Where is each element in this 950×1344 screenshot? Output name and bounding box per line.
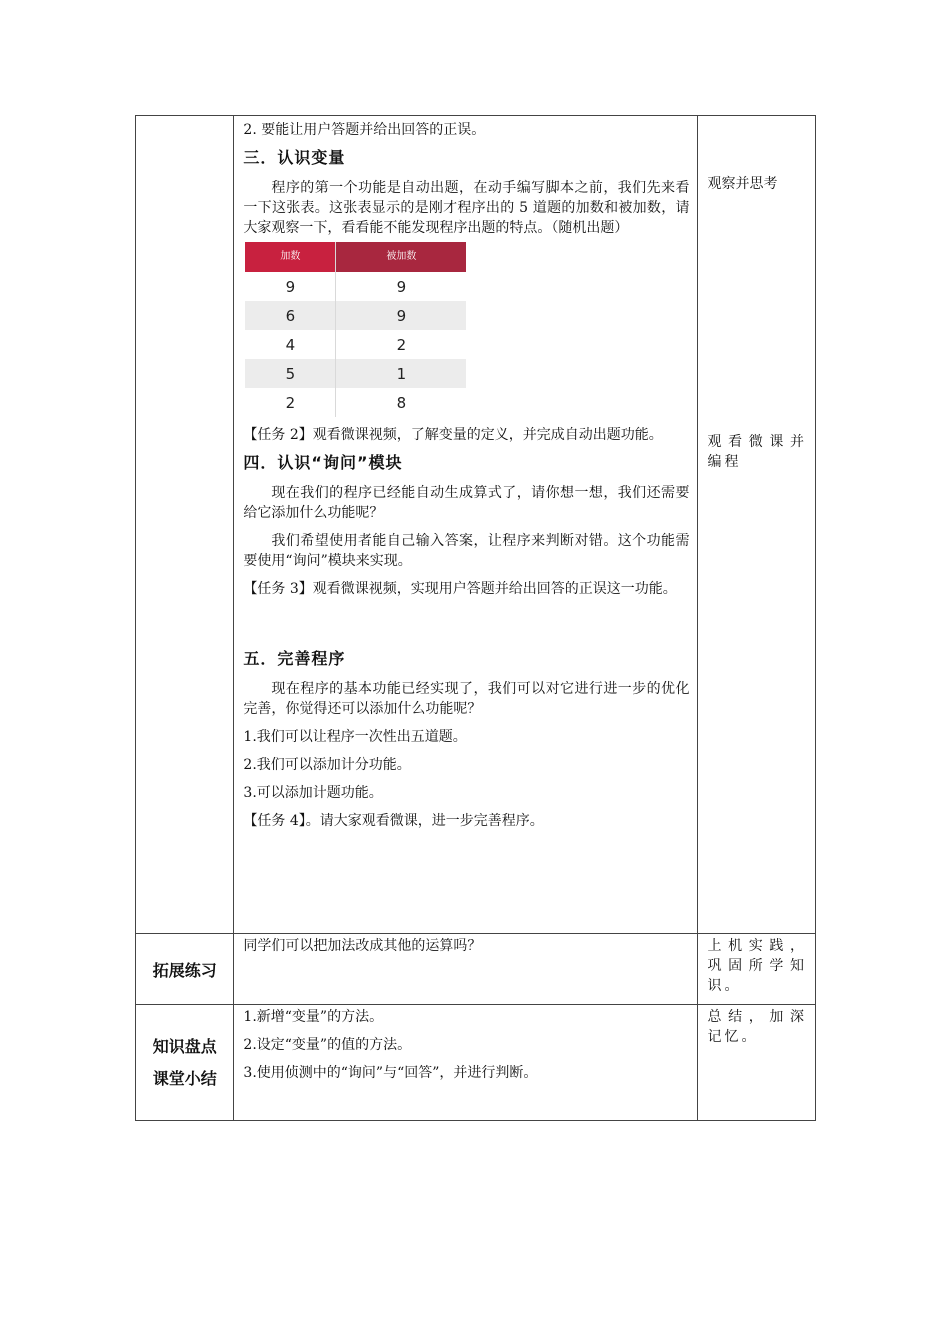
summary-label-line1: 知识盘点 xyxy=(152,1036,217,1056)
table-cell: 9 xyxy=(336,301,467,330)
table-row xyxy=(245,330,466,359)
section5-heading: 五．完善程序 xyxy=(243,649,346,668)
task2: 【任务 2】观看微课视频，了解变量的定义，并完成自动出题功能。 xyxy=(243,427,663,443)
section4-paragraph-1: 现在我们的程序已经能自动生成算式了，请你想一想，我们还需要给它添加什么功能呢？ xyxy=(243,485,690,521)
lesson-plan-table xyxy=(135,115,816,1121)
list-item: 3.可以添加计题功能。 xyxy=(243,785,383,801)
summary-label xyxy=(136,1005,234,1121)
table-row xyxy=(245,301,466,330)
table-row xyxy=(245,388,466,417)
list-item: 1.我们可以让程序一次性出五道题。 xyxy=(243,729,467,745)
extension-action: 上机实践，巩固所学知识。 xyxy=(698,934,816,1005)
list-item: 2.我们可以添加计分功能。 xyxy=(243,757,411,773)
row-label-empty xyxy=(136,116,234,934)
list-item: 1.新增“变量”的方法。 xyxy=(243,1009,384,1025)
table-row xyxy=(245,359,466,388)
section4-paragraph-2: 我们希望使用者能自己输入答案，让程序来判断对错。这个功能需要使用“询问”模块来实现。 xyxy=(243,533,690,569)
summary-row xyxy=(136,1005,816,1121)
table-cell: 5 xyxy=(245,359,335,388)
intro-item: 2. 要能让用户答题并给出回答的正误。 xyxy=(243,122,486,138)
section3-paragraph: 程序的第一个功能是自动出题，在动手编写脚本之前，我们先来看一下这张表。这张表显示的是刚才程序出的 5 道题的加数和被加数，请大家观察一下，看看能不能发现程序出题的特点。（随机出题） xyxy=(243,180,690,236)
teaching-content-cell xyxy=(234,116,698,934)
section4-heading: 四．认识“询问”模块 xyxy=(243,453,403,472)
table-cell: 1 xyxy=(336,359,467,388)
summary-label-line2: 课堂小结 xyxy=(152,1068,217,1088)
table-cell: 9 xyxy=(285,277,296,296)
section3-heading: 三．认识变量 xyxy=(243,148,346,167)
table-cell: 9 xyxy=(336,272,467,301)
table-header-addend: 加数 xyxy=(245,242,335,272)
student-action-watch: 观看微课并编程 xyxy=(707,434,807,470)
table-cell: 8 xyxy=(336,388,467,417)
table-cell: 4 xyxy=(285,335,296,354)
list-item: 3.使用侦测中的“询问”与“回答”，并进行判断。 xyxy=(243,1065,538,1081)
table-cell: 2 xyxy=(336,330,467,359)
addend-table xyxy=(245,242,466,417)
task3: 【任务 3】观看微课视频，实现用户答题并给出回答的正误这一功能。 xyxy=(243,581,677,597)
section5-paragraph: 现在程序的基本功能已经实现了，我们可以对它进行进一步的优化完善，你觉得还可以添加什么功能呢？ xyxy=(243,681,690,717)
summary-content xyxy=(234,1005,698,1121)
extension-row xyxy=(136,934,816,1005)
extension-label: 拓展练习 xyxy=(136,934,234,1005)
extension-content: 同学们可以把加法改成其他的运算吗？ xyxy=(234,934,698,1005)
student-action-observe: 观察并思考 xyxy=(707,176,778,192)
table-row xyxy=(245,272,466,301)
task4: 【任务 4】。请大家观看微课，进一步完善程序。 xyxy=(243,813,544,829)
table-cell: 2 xyxy=(285,393,296,412)
table-cell: 6 xyxy=(245,301,335,330)
summary-action: 总结，加深记忆。 xyxy=(698,1005,816,1121)
list-item: 2.设定“变量”的值的方法。 xyxy=(243,1037,412,1053)
table-header-augend: 被加数 xyxy=(336,242,467,272)
main-activity-row xyxy=(136,116,816,934)
student-activity-cell xyxy=(698,116,816,934)
